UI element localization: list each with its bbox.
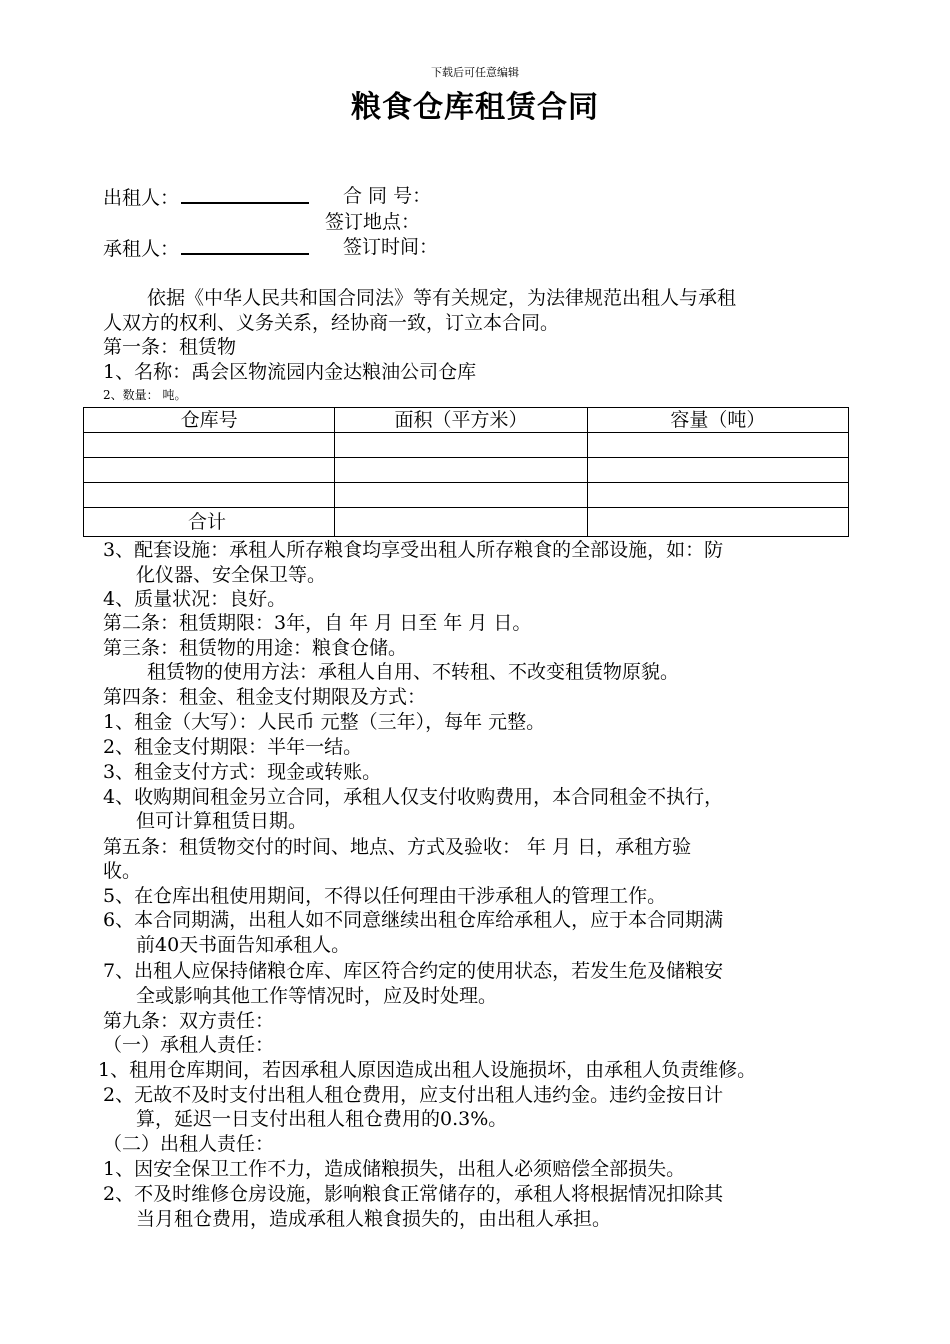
facilities-line-2: 化仪器、安全保卫等。 — [136, 564, 327, 586]
table-cell — [335, 458, 587, 483]
intro-line-2: 人双方的权利、义务关系，经协商一致，订立本合同。 — [103, 312, 560, 334]
rent-note-line-2: 但可计算租赁日期。 — [136, 810, 308, 832]
lessee-field — [103, 235, 309, 261]
warehouse-table — [83, 407, 849, 537]
lessor-label: 出租人： — [103, 187, 180, 209]
article-1-item-1: 1、名称：禹会区物流园内金达粮油公司仓库 — [103, 361, 477, 383]
article-2: 第二条：租赁期限：3年，自 年 月 日至 年 月 日。 — [103, 612, 532, 634]
rent-amount: 1、租金（大写）：人民币 元整（三年），每年 元整。 — [103, 711, 546, 733]
intro-line-1: 依据《中华人民共和国合同法》等有关规定，为法律规范出租人与承租 — [147, 287, 737, 309]
sign-place-label: 签订地点： — [325, 211, 421, 233]
rent-method: 3、租金支付方式：现金或转账。 — [103, 761, 382, 783]
table-row — [84, 433, 849, 458]
table-cell — [587, 433, 848, 458]
article-3-usage: 租赁物的使用方法：承租人自用、不转租、不改变租赁物原貌。 — [147, 661, 680, 683]
lessee-responsibility-title: （一）承租人责任： — [103, 1034, 275, 1056]
rent-note-line-1: 4、收购期间租金另立合同，承租人仅支付收购费用，本合同租金不执行， — [103, 786, 724, 808]
document-title: 粮食仓库租赁合同 — [351, 90, 599, 125]
table-cell — [587, 483, 848, 508]
article-1-title: 第一条：租赁物 — [103, 336, 237, 358]
table-cell — [84, 483, 335, 508]
table-cell — [587, 458, 848, 483]
lessor-blank — [181, 184, 309, 204]
table-cell — [335, 508, 587, 537]
lessee-blank — [181, 235, 309, 255]
table-total-label: 合计 — [84, 508, 335, 537]
table-header-cell: 仓库号 — [84, 408, 335, 433]
contract-no-label: 合 同 号： — [343, 185, 432, 207]
facilities-line-1: 3、配套设施：承租人所存粮食均享受出租人所存粮食的全部设施，如：防 — [103, 539, 724, 561]
article-5-line-2: 收。 — [103, 860, 142, 882]
table-cell — [335, 433, 587, 458]
quality-status: 4、质量状况：良好。 — [103, 588, 287, 610]
table-row — [84, 483, 849, 508]
article-3: 第三条：租赁物的用途：粮食仓储。 — [103, 637, 408, 659]
article-5-line-1: 第五条：租赁物交付的时间、地点、方式及验收： 年 月 日，承租方验 — [103, 836, 692, 858]
lessee-responsibility-2-line-1: 2、无故不及时支付出租人租仓费用，应支付出租人违约金。违约金按日计 — [103, 1084, 724, 1106]
item-5: 5、在仓库出租使用期间，不得以任何理由干涉承租人的管理工作。 — [103, 885, 667, 907]
lessor-responsibility-2-line-2: 当月租仓费用，造成承租人粮食损失的，由出租人承担。 — [136, 1208, 612, 1230]
table-row — [84, 458, 849, 483]
table-total-row — [84, 508, 849, 537]
lessor-field — [103, 184, 309, 210]
sign-time-label: 签订时间： — [343, 236, 439, 258]
lessee-label: 承租人： — [103, 238, 180, 260]
table-header-cell: 面积（平方米） — [335, 408, 587, 433]
table-header-cell: 容量（吨） — [587, 408, 848, 433]
item-7-line-1: 7、出租人应保持储粮仓库、库区符合约定的使用状态，若发生危及储粮安 — [103, 960, 724, 982]
lessee-responsibility-1: 1、租用仓库期间，若因承租人原因造成出租人设施损坏，由承租人负责维修。 — [98, 1059, 757, 1081]
table-cell — [84, 458, 335, 483]
lessor-responsibility-2-line-1: 2、不及时维修仓房设施，影响粮食正常储存的，承租人将根据情况扣除其 — [103, 1183, 724, 1205]
article-9: 第九条：双方责任： — [103, 1010, 275, 1032]
rent-period: 2、租金支付期限：半年一结。 — [103, 736, 363, 758]
table-header-row — [84, 408, 849, 433]
lessor-responsibility-1: 1、因安全保卫工作不力，造成储粮损失，出租人必须赔偿全部损失。 — [103, 1158, 686, 1180]
article-4: 第四条：租金、租金支付期限及方式： — [103, 686, 427, 708]
item-6-line-2: 前40天书面告知承租人。 — [136, 934, 351, 956]
item-6-line-1: 6、本合同期满，出租人如不同意继续出租仓库给承租人，应于本合同期满 — [103, 909, 724, 931]
item-7-line-2: 全或影响其他工作等情况时，应及时处理。 — [136, 985, 498, 1007]
header-note: 下载后可任意编辑 — [431, 66, 519, 79]
table-cell — [335, 483, 587, 508]
article-1-item-2: 2、数量： 吨。 — [103, 388, 187, 402]
table-cell — [84, 433, 335, 458]
lessee-responsibility-2-line-2: 算，延迟一日支付出租人租仓费用的0.3%。 — [136, 1108, 508, 1130]
lessor-responsibility-title: （二）出租人责任： — [103, 1133, 275, 1155]
table-cell — [587, 508, 848, 537]
